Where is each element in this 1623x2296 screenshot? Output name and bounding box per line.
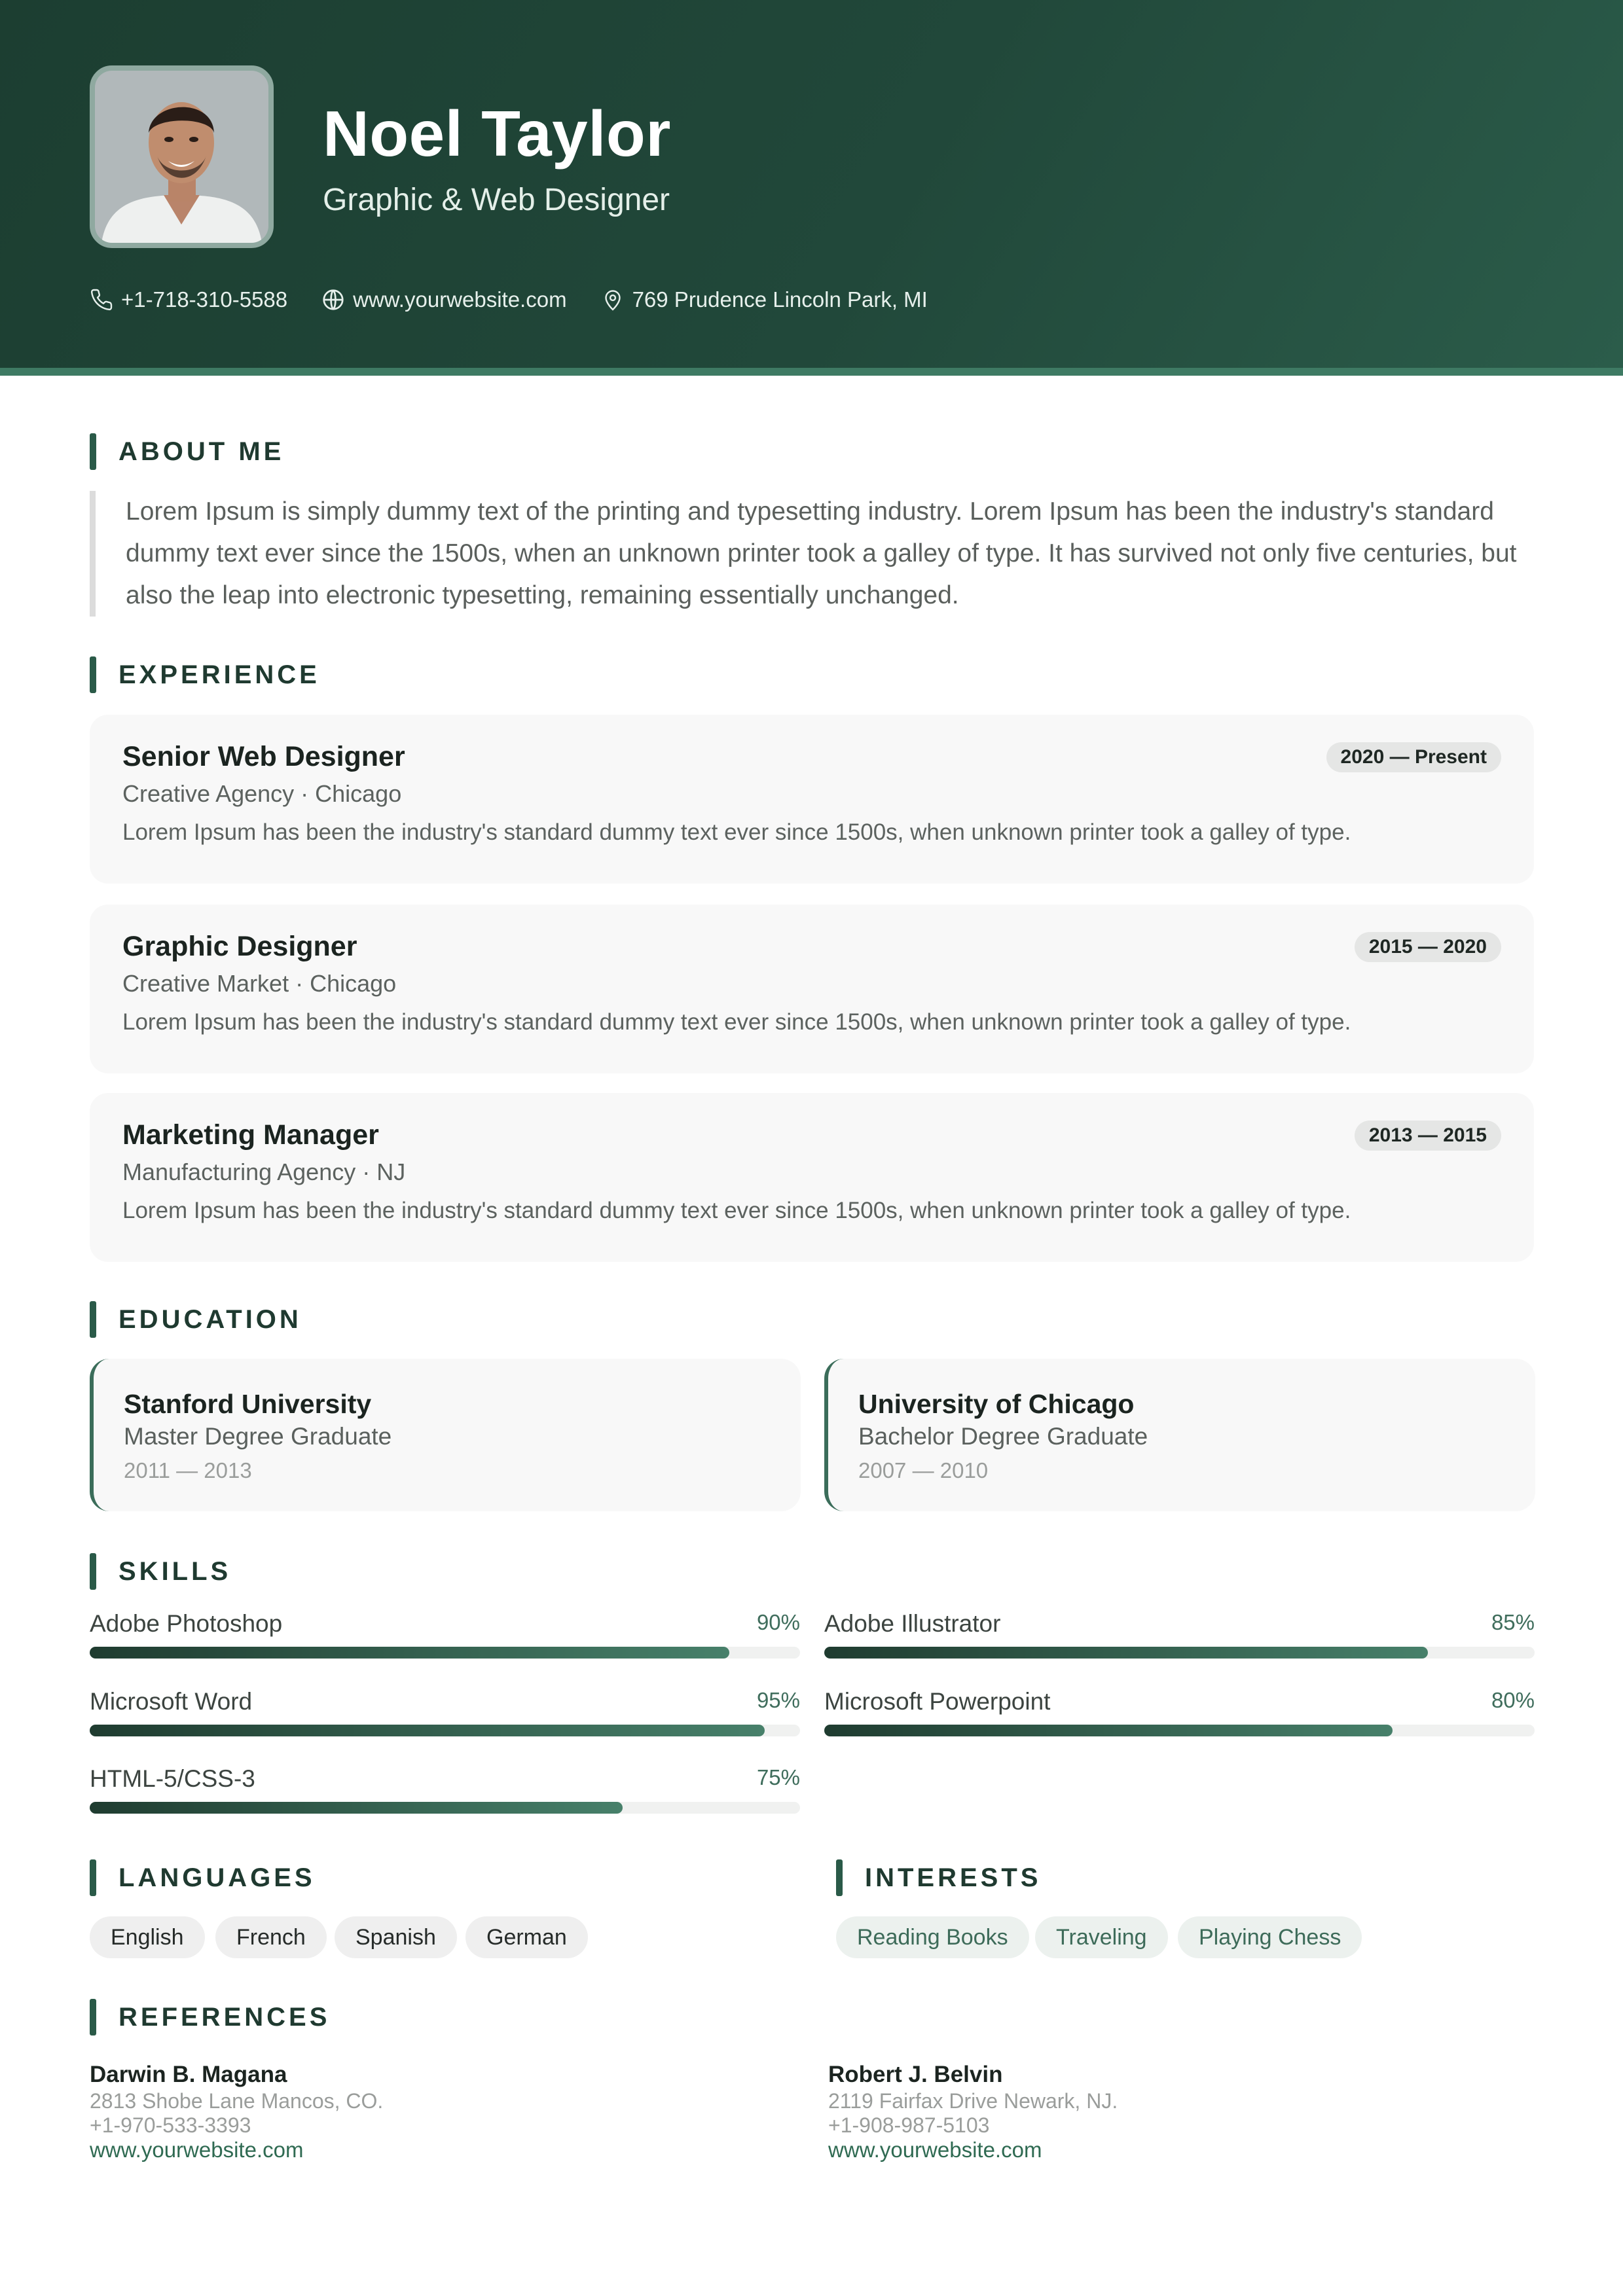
section-label: INTERESTS — [865, 1863, 1042, 1892]
section-marker — [90, 1999, 96, 2036]
candidate-title: Graphic & Web Designer — [323, 183, 670, 217]
profile-photo-image — [95, 71, 268, 243]
website-text[interactable]: www.yourwebsite.com — [353, 287, 567, 312]
degree: Master Degree Graduate — [124, 1423, 392, 1450]
section-title-interests — [836, 1859, 1041, 1896]
section-label: LANGUAGES — [119, 1863, 316, 1892]
reference-address: 2119 Fairfax Drive Newark, NJ. — [828, 2089, 1118, 2113]
phone-icon — [90, 288, 113, 312]
section-label: EDUCATION — [119, 1304, 302, 1334]
section-title-skills — [90, 1553, 231, 1590]
section-marker — [90, 1859, 96, 1896]
reference-phone: +1-908-987-5103 — [828, 2113, 990, 2137]
job-company: Creative Market · Chicago — [122, 970, 397, 997]
skill-percent: 95% — [756, 1688, 800, 1712]
section-marker — [90, 656, 96, 693]
contact-phone — [90, 287, 287, 312]
experience-card — [90, 715, 1534, 884]
degree: Bachelor Degree Graduate — [858, 1423, 1148, 1450]
skill-item — [90, 1610, 800, 1669]
reference-website-link[interactable]: www.yourwebsite.com — [828, 2138, 1042, 2162]
section-label: REFERENCES — [119, 2002, 331, 2032]
skill-bar-fill — [824, 1725, 1393, 1736]
reference-entry — [828, 2060, 1118, 2162]
resume-header — [0, 0, 1623, 368]
contact-address — [601, 287, 928, 312]
skill-item — [90, 1765, 800, 1824]
education-card — [90, 1359, 801, 1511]
education-card — [824, 1359, 1535, 1511]
section-title-experience — [90, 656, 320, 693]
school-years: 2007 — 2010 — [858, 1458, 989, 1482]
phone-text: +1-718-310-5588 — [121, 287, 288, 312]
contact-row — [90, 280, 962, 319]
reference-address: 2813 Shobe Lane Mancos, CO. — [90, 2089, 384, 2113]
skill-percent: 90% — [756, 1610, 800, 1634]
skill-bar-track — [90, 1802, 800, 1814]
candidate-name: Noel Taylor — [323, 98, 671, 170]
experience-card — [90, 905, 1534, 1073]
section-title-about — [90, 433, 284, 470]
address-text: 769 Prudence Lincoln Park, MI — [632, 287, 928, 312]
job-title: Marketing Manager — [122, 1119, 379, 1151]
job-description: Lorem Ipsum has been the industry's standard dummy text ever since 1500s, when unknown printer took a galley of type. — [122, 819, 1351, 845]
section-label: EXPERIENCE — [119, 660, 320, 689]
skill-bar-track — [90, 1725, 800, 1736]
section-marker — [836, 1859, 843, 1896]
section-marker — [90, 1301, 96, 1338]
contact-website[interactable] — [321, 287, 566, 312]
skill-name: HTML-5/CSS-3 — [90, 1765, 255, 1792]
interest-chip: Reading Books — [836, 1916, 1029, 1958]
language-chip: French — [215, 1916, 327, 1958]
job-company: Manufacturing Agency · NJ — [122, 1158, 406, 1185]
experience-card — [90, 1093, 1534, 1262]
section-title-education — [90, 1301, 302, 1338]
skill-percent: 75% — [756, 1765, 800, 1789]
school-name: University of Chicago — [858, 1389, 1135, 1419]
skill-bar-fill — [90, 1802, 623, 1814]
skill-name: Adobe Photoshop — [90, 1610, 283, 1637]
interest-chip: Playing Chess — [1178, 1916, 1362, 1958]
job-description: Lorem Ipsum has been the industry's standard dummy text ever since 1500s, when unknown printer took a galley of type. — [122, 1009, 1351, 1035]
section-marker — [90, 433, 96, 470]
globe-icon — [321, 288, 345, 312]
language-chip: Spanish — [335, 1916, 457, 1958]
school-years: 2011 — 2013 — [124, 1458, 252, 1482]
job-title: Senior Web Designer — [122, 741, 405, 772]
location-pin-icon — [601, 288, 625, 312]
skill-bar-fill — [824, 1647, 1428, 1659]
reference-phone: +1-970-533-3393 — [90, 2113, 251, 2137]
skill-bar-track — [90, 1647, 800, 1659]
language-chip: German — [465, 1916, 588, 1958]
skill-item — [824, 1610, 1535, 1669]
skill-bar-fill — [90, 1647, 729, 1659]
skill-name: Adobe Illustrator — [824, 1610, 1001, 1637]
school-name: Stanford University — [124, 1389, 372, 1419]
about-text: Lorem Ipsum is simply dummy text of the printing and typesetting industry. Lorem Ipsum has been the industry's standard dummy text ever since the 1500s, when an unknown printer took a galley of type. It has survived not only five centuries, but also the leap into electronic typesetting, remaining essentially unchanged. — [90, 491, 1527, 617]
reference-name: Darwin B. Magana — [90, 2062, 287, 2087]
job-dates-badge: 2020 — Present — [1326, 742, 1501, 772]
skill-percent: 85% — [1491, 1610, 1535, 1634]
section-label: ABOUT ME — [119, 437, 285, 466]
section-marker — [90, 1553, 96, 1590]
job-dates-badge: 2015 — 2020 — [1355, 932, 1501, 962]
reference-entry — [90, 2060, 383, 2162]
profile-photo — [90, 65, 274, 248]
header-accent-strip — [0, 368, 1623, 376]
job-dates-badge: 2013 — 2015 — [1355, 1121, 1501, 1151]
reference-website-link[interactable]: www.yourwebsite.com — [90, 2138, 304, 2162]
skill-bar-track — [824, 1725, 1535, 1736]
section-title-languages — [90, 1859, 316, 1896]
job-description: Lorem Ipsum has been the industry's standard dummy text ever since 1500s, when unknown printer took a galley of type. — [122, 1198, 1351, 1223]
skill-name: Microsoft Word — [90, 1688, 253, 1715]
section-title-references — [90, 1999, 330, 2036]
skill-name: Microsoft Powerpoint — [824, 1688, 1051, 1715]
reference-name: Robert J. Belvin — [828, 2062, 1003, 2087]
skill-item — [90, 1688, 800, 1747]
section-label: SKILLS — [119, 1556, 232, 1586]
job-company: Creative Agency · Chicago — [122, 780, 402, 807]
job-title: Graphic Designer — [122, 931, 357, 962]
skill-bar-fill — [90, 1725, 765, 1736]
language-chip: English — [90, 1916, 205, 1958]
skill-bar-track — [824, 1647, 1535, 1659]
skill-percent: 80% — [1491, 1688, 1535, 1712]
skill-item — [824, 1688, 1535, 1747]
interest-chip: Traveling — [1035, 1916, 1168, 1958]
